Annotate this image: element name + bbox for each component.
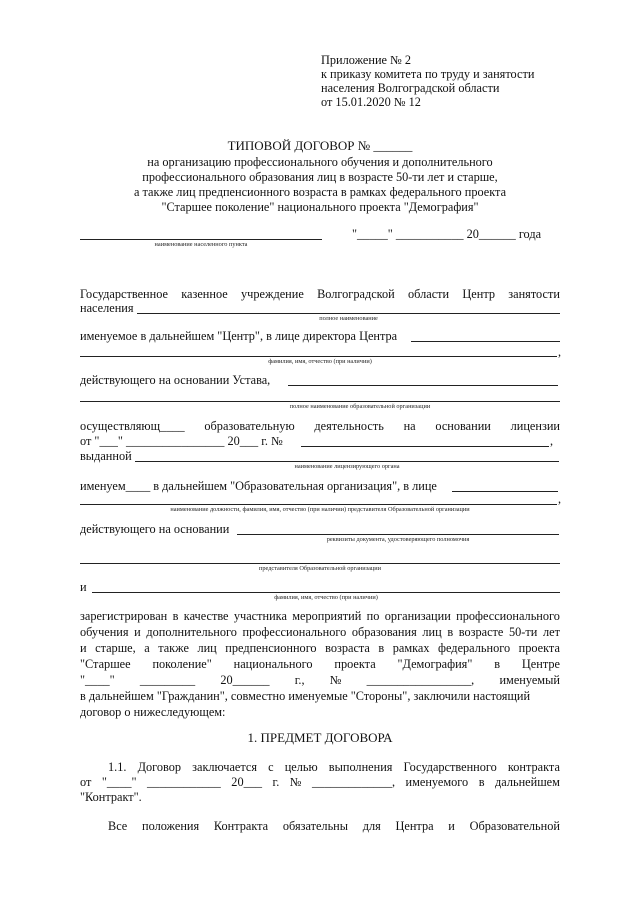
contract-title: ТИПОВОЙ ДОГОВОР № ______ — [227, 138, 413, 153]
registered-line-7: договор о нижеследующем: — [80, 705, 226, 719]
center-named-as: именуемое в дальнейшем "Центр", в лице директора Центра — [80, 329, 398, 343]
org-rep-line-blank — [80, 504, 557, 505]
title-line-1: на организацию профессионального обучения и дополнительного — [147, 155, 493, 169]
title-line-4: "Старшее поколение" национального проекта "Демография" — [161, 200, 479, 214]
clause-1-1-line-1: 1.1. Договор заключается с целью выполнения Государственного контракта — [108, 760, 560, 774]
contract-date: "_____" ___________ 20______ года — [352, 227, 542, 241]
appendix-line-2: к приказу комитета по труду и занятости — [321, 67, 535, 81]
director-blank — [411, 341, 560, 342]
citizen-blank — [92, 592, 560, 593]
title-line-3: а также лиц предпенсионного возраста в рамках федерального проекта — [133, 185, 507, 199]
org-name-blank — [80, 401, 560, 402]
center-caption-fio: фамилия, имя, отчество (при наличии) — [268, 358, 372, 365]
acting-blank — [288, 385, 558, 386]
caption-org-name: полное наименование образовательной организации — [289, 403, 431, 410]
center-line-2: населения — [80, 301, 134, 315]
rep2-blank — [80, 563, 560, 564]
org-rep-blank — [452, 491, 558, 492]
clause-1-1-line-3: "Контракт". — [80, 790, 142, 804]
license-line-2: от "___" ________________ 20___ г. № — [80, 434, 283, 448]
registered-line-5: "____" _________ 20______ г., № _________________, именуемый — [80, 673, 560, 687]
appendix-line-4: от 15.01.2020 № 12 — [321, 95, 421, 109]
center-acting: действующего на основании Устава, — [80, 373, 271, 387]
license-line-1: осуществляющ____ образовательную деятельность на основании лицензии — [80, 419, 560, 433]
director-fio-blank — [80, 356, 557, 357]
comma: , — [558, 345, 562, 359]
caption-org-rep: наименование должности, фамилия, имя, отчество (при наличии) представителя Образовательной организации — [170, 506, 470, 513]
title-line-2: профессионального образования лиц в возрасте 50-ти лет и старше, — [142, 170, 498, 184]
registered-line-6: в дальнейшем "Гражданин", совместно именуемые "Стороны", заключили настоящий — [80, 689, 531, 703]
place-caption: наименование населенного пункта — [154, 241, 248, 248]
caption-issuer: наименование лицензирующего органа — [294, 463, 400, 470]
center-caption-fullname: полное наименование — [319, 315, 378, 322]
org-acting: действующего на основании — [80, 522, 230, 536]
license-issued: выданной — [80, 449, 132, 463]
center-line-1: Государственное казенное учреждение Волгоградской области Центр занятости — [80, 287, 560, 301]
caption-rep2: представителя Образовательной организации — [259, 565, 381, 572]
issuer-blank — [135, 461, 559, 462]
center-name-blank — [137, 313, 560, 314]
clause-1-1-line-2: от "____" ____________ 20___ г. № _____________, именуемого в дальнейшем — [80, 775, 560, 789]
caption-citizen-fio: фамилия, имя, отчество (при наличии) — [274, 594, 378, 601]
comma: , — [550, 434, 554, 448]
comma: , — [558, 492, 562, 506]
place-blank — [80, 239, 322, 240]
doc-blank — [237, 534, 559, 535]
and-word: и — [80, 580, 87, 594]
registered-line-4: "Старшее поколение" национального проекта "Демография" в Центре — [80, 657, 560, 671]
org-named-as: именуем____ в дальнейшем "Образовательная организация", в лице — [80, 479, 437, 493]
license-number-blank — [301, 446, 549, 447]
caption-doc: реквизиты документа, удостоверяющего полномочия — [326, 536, 470, 543]
section-1-heading: 1. ПРЕДМЕТ ДОГОВОРА — [247, 730, 393, 745]
appendix-line-1: Приложение № 2 — [321, 53, 412, 67]
clause-1-2-line-1: Все положения Контракта обязательны для Центра и Образовательной — [108, 819, 560, 833]
registered-line-3: и старше, а также лиц предпенсионного возраста в рамках федерального проекта — [80, 641, 560, 655]
registered-line-2: обучения и дополнительного профессионального образования лиц в возрасте 50-ти лет — [80, 625, 560, 639]
registered-line-1: зарегистрирован в качестве участника мероприятий по организации профессионального — [80, 609, 560, 623]
appendix-line-3: населения Волгоградской области — [321, 81, 500, 95]
